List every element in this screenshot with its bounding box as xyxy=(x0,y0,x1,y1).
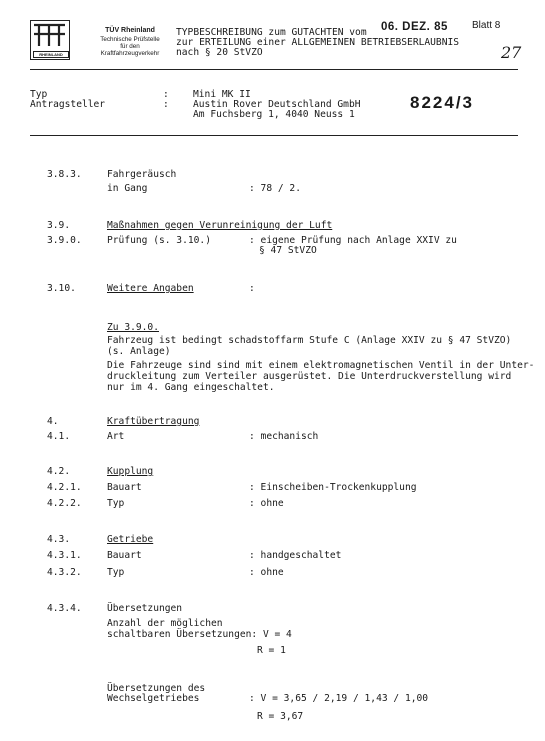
org-line2: Technische Prüfstelle xyxy=(100,36,160,43)
paragraph-line: nur im 4. Gang eingeschaltet. xyxy=(107,382,275,393)
note-heading: Zu 3.9.0. xyxy=(107,322,159,333)
section-num: 4.3.4. xyxy=(47,603,82,614)
section-num: 4.1. xyxy=(47,431,71,442)
field-value-cont: § 47 StVZO xyxy=(259,245,317,256)
section-title: Kraftübertragung xyxy=(107,416,200,427)
field-value-cont: R = 3,67 xyxy=(257,711,304,722)
typ-label: Typ xyxy=(30,89,48,100)
org-line3: für den xyxy=(120,43,140,50)
field-label: Wechselgetriebes xyxy=(107,693,200,704)
section-num: 3.9. xyxy=(47,220,71,231)
field-label: Typ xyxy=(107,567,125,578)
applicant-label: Antragsteller xyxy=(30,99,106,110)
section-num: 4.3. xyxy=(47,534,71,545)
field-label-with-value: schaltbaren Übersetzungen: V = 4 xyxy=(107,629,292,640)
field-label: Anzahl der möglichen xyxy=(107,618,223,629)
org-name: TÜV Rheinland xyxy=(105,27,155,34)
field-label: Typ xyxy=(107,498,125,509)
doc-title-line3: nach § 20 StVZO xyxy=(176,47,263,58)
section-title: Kupplung xyxy=(107,466,154,477)
field-value: : V = 3,65 / 2,19 / 1,43 / 1,00 xyxy=(249,693,429,704)
doc-title-line2: zur ERTEILUNG einer ALLGEMEINEN BETRIEBSERLAUBNIS xyxy=(176,37,460,48)
section-num: 4.3.1. xyxy=(47,550,82,561)
field-value: : handgeschaltet xyxy=(249,550,342,561)
paragraph-line: Fahrzeug ist bedingt schadstoffarm Stufe C (Anlage XXIV zu § 47 StVZO) xyxy=(107,335,512,346)
section-num: 4.3.2. xyxy=(47,567,82,578)
field-label: in Gang xyxy=(107,183,148,194)
applicant-line1: Austin Rover Deutschland GmbH xyxy=(193,99,361,110)
field-value: : mechanisch xyxy=(249,431,319,442)
logo-text: RHEINLAND xyxy=(33,51,69,58)
stamp-date: 06. DEZ. 85 xyxy=(381,21,448,33)
paragraph-line: druckleitung zum Verteiler ausgerüstet. Die Unterdruckverstellung wird xyxy=(107,371,512,382)
tuev-logo xyxy=(30,20,70,60)
section-num: 4. xyxy=(47,416,59,427)
section-num: 3.9.0. xyxy=(47,235,82,246)
field-value: : 78 / 2. xyxy=(249,183,301,194)
field-value: : ohne xyxy=(249,567,284,578)
section-num: 4.2.1. xyxy=(47,482,82,493)
tuev-logo-glyph xyxy=(31,22,68,52)
section-title: Fahrgeräusch xyxy=(107,169,177,180)
section-title: Übersetzungen xyxy=(107,603,183,614)
paragraph-line: Die Fahrzeuge sind sind mit einem elektromagnetischen Ventil in der Unter- xyxy=(107,360,535,371)
field-value: : Einscheiben-Trockenkupplung xyxy=(249,482,417,493)
paragraph-line: (s. Anlage) xyxy=(107,346,171,357)
field-label: Bauart xyxy=(107,482,142,493)
approval-number: 8224/3 xyxy=(410,93,474,112)
applicant-line2: Am Fuchsberg 1, 4040 Neuss 1 xyxy=(193,109,355,120)
sheet-number: Blatt 8 xyxy=(472,20,501,31)
doc-title-line1: TYPBESCHREIBUNG zum GUTACHTEN vom xyxy=(176,27,367,38)
field-colon: : xyxy=(249,283,255,294)
section-title: Maßnahmen gegen Verunreinigung der Luft xyxy=(107,220,333,231)
section-num: 4.2.2. xyxy=(47,498,82,509)
section-title: Getriebe xyxy=(107,534,154,545)
vehicle-rule xyxy=(30,135,518,136)
field-label: Prüfung (s. 3.10.) xyxy=(107,235,211,246)
field-label: Bauart xyxy=(107,550,142,561)
applicant-colon: : xyxy=(163,99,169,110)
field-value: : ohne xyxy=(249,498,284,509)
section-num: 3.8.3. xyxy=(47,169,82,180)
org-line4: Kraftfahrzeugverkehr xyxy=(100,50,160,57)
field-value: : eigene Prüfung nach Anlage XXIV zu xyxy=(249,235,457,246)
field-label: Übersetzungen des xyxy=(107,683,206,694)
typ-colon: : xyxy=(163,89,169,100)
typ-value: Mini MK II xyxy=(193,89,251,100)
section-num: 3.10. xyxy=(47,283,76,294)
field-label: Art xyxy=(107,431,125,442)
section-title: Weitere Angaben xyxy=(107,283,194,294)
section-num: 4.2. xyxy=(47,466,71,477)
field-value-cont: R = 1 xyxy=(257,645,286,656)
header-rule xyxy=(30,69,518,70)
handwritten-page-number: 27 xyxy=(501,43,522,62)
